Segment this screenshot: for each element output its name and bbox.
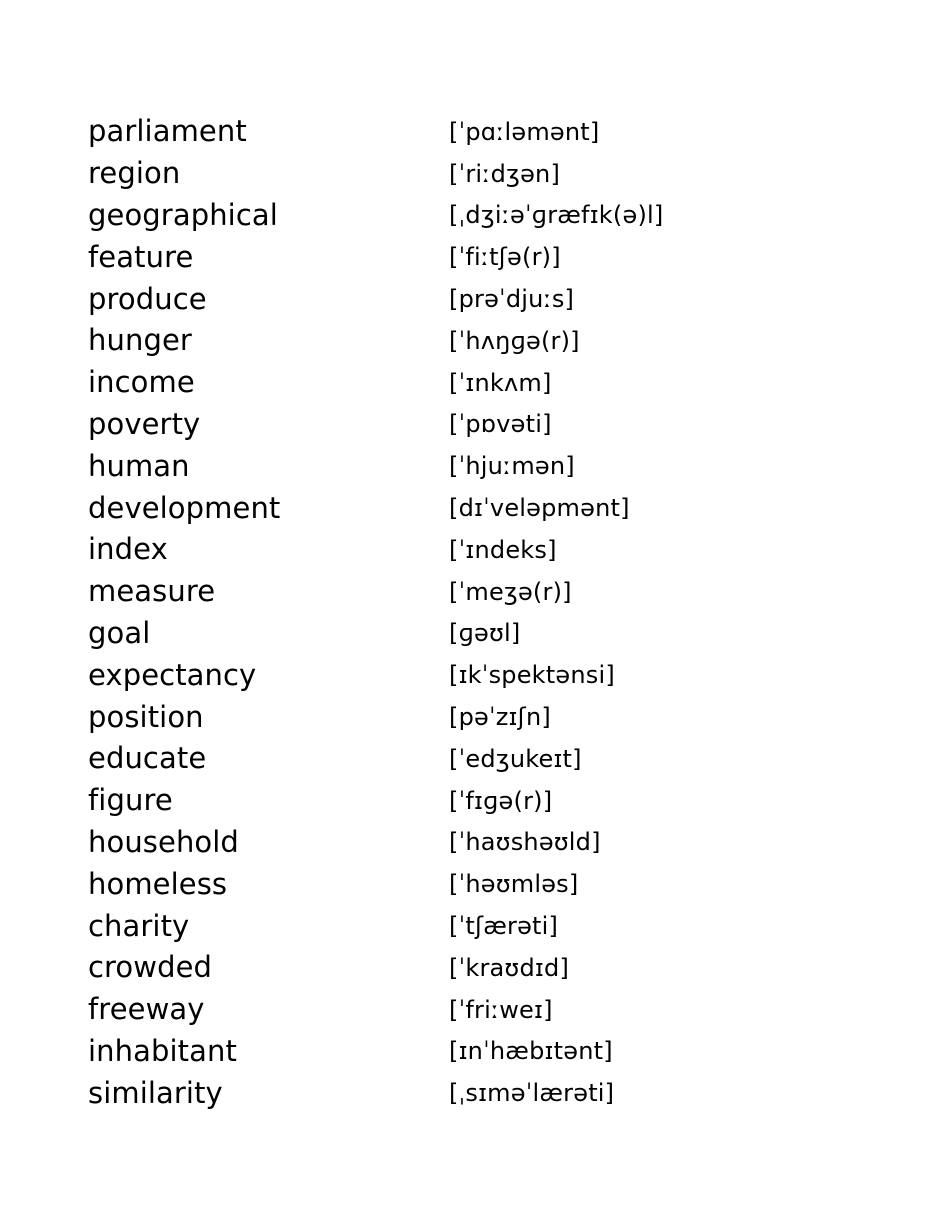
vocab-word: measure bbox=[88, 574, 216, 609]
vocab-pronunciation: [ˌsɪməˈlærəti] bbox=[449, 1079, 615, 1108]
vocab-pronunciation: [ˈɪndeks] bbox=[449, 535, 557, 564]
vocab-pronunciation: [ˈedʒukeɪt] bbox=[449, 744, 582, 773]
vocab-pronunciation: [ˈhəʊmləs] bbox=[449, 870, 579, 899]
vocab-pronunciation: [ˈkraʊdɪd] bbox=[449, 953, 570, 982]
vocab-pronunciation: [ɪnˈhæbɪtənt] bbox=[449, 1037, 613, 1066]
vocab-word: freeway bbox=[88, 992, 205, 1027]
vocab-word: geographical bbox=[88, 197, 278, 232]
vocab-row bbox=[88, 529, 868, 571]
vocab-pronunciation: [ˈriːdʒən] bbox=[449, 159, 561, 188]
vocab-word: homeless bbox=[88, 866, 228, 901]
vocab-word: parliament bbox=[88, 114, 247, 149]
vocab-row bbox=[88, 404, 868, 446]
vocab-pronunciation: [ˈpɒvəti] bbox=[449, 410, 552, 439]
vocab-row bbox=[88, 780, 868, 822]
vocab-word: educate bbox=[88, 741, 207, 776]
vocab-word: inhabitant bbox=[88, 1033, 237, 1068]
vocab-pronunciation: [ɡəʊl] bbox=[449, 619, 521, 648]
vocab-row bbox=[88, 654, 868, 696]
vocab-word: index bbox=[88, 532, 168, 567]
vocab-word: income bbox=[88, 365, 195, 400]
vocab-row bbox=[88, 1072, 868, 1114]
vocab-pronunciation: [ˈfɪɡə(r)] bbox=[449, 786, 553, 815]
vocab-row bbox=[88, 613, 868, 655]
vocab-pronunciation: [dɪˈveləpmənt] bbox=[449, 494, 630, 523]
vocab-word: similarity bbox=[88, 1075, 223, 1110]
vocab-pronunciation: [ˈhaʊshəʊld] bbox=[449, 828, 601, 857]
vocab-pronunciation: [ˈfiːtʃə(r)] bbox=[449, 243, 561, 272]
vocab-row bbox=[88, 362, 868, 404]
vocab-word: hunger bbox=[88, 323, 192, 358]
vocab-pronunciation: [ˈpɑːləmənt] bbox=[449, 117, 600, 146]
vocab-pronunciation: [ˈtʃærəti] bbox=[449, 912, 559, 941]
vocab-row bbox=[88, 195, 868, 237]
vocab-row bbox=[88, 863, 868, 905]
vocab-row bbox=[88, 738, 868, 780]
vocab-pronunciation: [ɪkˈspektənsi] bbox=[449, 661, 615, 690]
vocab-row bbox=[88, 989, 868, 1031]
vocab-word: human bbox=[88, 448, 190, 483]
vocab-pronunciation: [ˈmeʒə(r)] bbox=[449, 577, 572, 606]
vocabulary-list bbox=[88, 111, 868, 1114]
vocab-pronunciation: [ˈɪnkʌm] bbox=[449, 368, 552, 397]
vocab-row bbox=[88, 822, 868, 864]
vocab-row bbox=[88, 236, 868, 278]
vocab-row bbox=[88, 445, 868, 487]
vocab-row bbox=[88, 278, 868, 320]
vocab-word: poverty bbox=[88, 406, 201, 441]
vocab-row bbox=[88, 320, 868, 362]
vocab-row bbox=[88, 696, 868, 738]
vocab-word: charity bbox=[88, 908, 190, 943]
vocab-word: produce bbox=[88, 281, 207, 316]
vocab-word: expectancy bbox=[88, 657, 257, 692]
vocab-row bbox=[88, 487, 868, 529]
vocab-pronunciation: [ˈhʌŋɡə(r)] bbox=[449, 326, 580, 355]
vocab-pronunciation: [ˈhjuːmən] bbox=[449, 452, 575, 481]
vocab-word: region bbox=[88, 156, 181, 191]
vocab-word: position bbox=[88, 699, 204, 734]
vocab-row bbox=[88, 947, 868, 989]
vocab-row bbox=[88, 1031, 868, 1073]
vocab-pronunciation: [ˈfriːweɪ] bbox=[449, 995, 553, 1024]
vocab-pronunciation: [ˌdʒiːəˈɡræfɪk(ə)l] bbox=[449, 201, 664, 230]
vocab-word: figure bbox=[88, 783, 173, 818]
vocab-word: goal bbox=[88, 615, 151, 650]
vocab-word: crowded bbox=[88, 950, 213, 985]
vocab-pronunciation: [pəˈzɪʃn] bbox=[449, 703, 551, 732]
vocab-word: household bbox=[88, 824, 239, 859]
vocab-row bbox=[88, 153, 868, 195]
vocab-word: development bbox=[88, 490, 281, 525]
vocab-pronunciation: [prəˈdjuːs] bbox=[449, 285, 575, 314]
vocab-row bbox=[88, 111, 868, 153]
vocab-word: feature bbox=[88, 239, 194, 274]
vocab-row bbox=[88, 571, 868, 613]
vocab-row bbox=[88, 905, 868, 947]
